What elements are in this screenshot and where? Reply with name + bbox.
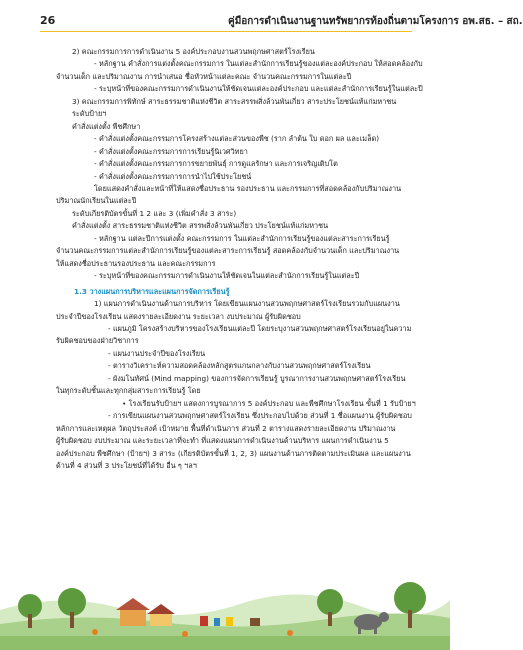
body-line: - คำสั่งแต่งตั้งคณะกรรมการโครงสร้างแต่ละส่วนของพืช (ราก ลำต้น ใบ ดอก ผล และเมล็ด) [94,134,380,144]
body-line: จำนวนคณะกรรมการแต่ละสำนักการเรียนรู้ของแต่ละสาระการเรียนรู้ สอดคล้องกับจำนวนเด็ก และปริมาณงาน [56,246,400,256]
page-number: 26 [40,14,56,27]
body-line: ระดับป้ายฯ [72,109,107,119]
body-line: - คำสั่งแต่งตั้งคณะกรรมการการนำไปใช้ประโยชน์ [94,171,252,181]
body-line: - ผังมโนทัศน์ (Mind mapping) ของการจัดการเรียนรู้ บูรณาการงานสวนพฤกษศาสตร์โรงเรียน [108,373,406,383]
body-line: รับผิดชอบของฝ่ายวิชาการ [56,336,139,346]
body-line: ผู้รับผิดชอบ งบประมาณ และระยะเวลาที่จะทำ ที่แสดงแผนการดำเนินงานด้านบริหาร แผนการดำเนินงาน 5 [56,436,389,446]
body-line: 3) คณะกรรมการพิทักษ์ สาระธรรมชาติแห่งชีวิต สาระสรรพสิ่งล้วนพันเกี่ยว สาระประโยชน์แท้แก่มหาชน [72,96,397,106]
body-line: - หลักฐาน คำสั่งการแต่งตั้งคณะกรรมการ ในแต่ละสำนักการเรียนรู้ของแต่ละองค์ประกอบ ให้สอดคล้องกับ [94,59,423,69]
body-line: - แผนภูมิ โครงสร้างบริหารของโรงเรียนแต่ละปี โดยระบุงานสวนพฤกษศาสตร์โรงเรียนอยู่ในความ [108,323,412,333]
body-line: • โรงเรียนรับป้ายฯ แสดงการบูรณาการ 5 องค์ประกอบ และพืชศึกษาโรงเรียน ขั้นที่ 1 รับป้ายฯ [122,398,416,408]
body-line: - หลักฐาน แต่ละปีการแต่งตั้ง คณะกรรมการ ในแต่ละสำนักการเรียนรู้ของแต่ละสาระการเรียนรู้ [94,233,390,243]
header-divider [40,31,412,32]
body-line: - แผนงานประจำปีของโรงเรียน [108,348,206,358]
body-line: - การเขียนแผนงานสวนพฤกษศาสตร์โรงเรียน ซึ่งประกอบไปด้วย ส่วนที่ 1 ชื่อแผนงาน ผู้รับผิดชอบ [108,411,412,421]
body-line: ระดับเกียรติบัตรขั้นที่ 1 2 และ 3 (เพิ่มคำสั่ง 3 สาระ) [72,208,237,218]
document-body [56,46,423,472]
section-heading: 1.3 วางแผนการบริหารและแผนการจัดการเรียนรู้ [74,286,230,296]
page-header-title: คู่มือการดำเนินงานฐานทรัพยากรท้องถิ่นตามโครงการ อพ.สธ. – สถ. [228,16,523,27]
body-line: คำสั่งแต่งตั้ง สาระธรรมชาติแห่งชีวิต สรรพสิ่งล้วนพันเกี่ยว ประโยชน์แท้แก่มหาชน [72,221,329,231]
body-line: - ระบุหน้าที่ของคณะกรรมการดำเนินงานให้ชัดเจนในแต่ละสำนักการเรียนรู้ในแต่ละปี [94,271,360,281]
body-line: หลักการและเหตุผล วัตถุประสงค์ เป้าหมาย พื้นที่ดำเนินการ ส่วนที่ 2 ตารางแสดงรายละเอียดงาน ปริมาณงาน [56,423,396,433]
body-line: - ตารางวิเคราะห์ความสอดคล้องหลักสูตรแกนกลางกับงานสวนพฤกษศาสตร์โรงเรียน [108,361,371,371]
body-line: ปริมาณนักเรียนในแต่ละปี [56,196,137,206]
body-line: ด้านที่ 4 ส่วนที่ 3 ประโยชน์ที่ได้รับ อื่น ๆ ฯลฯ [56,460,197,470]
body-line: ในทุกระดับชั้นและทุกกลุ่มสาระการเรียนรู้ โดย [56,386,201,396]
body-line: - ระบุหน้าที่ของคณะกรรมการดำเนินงานให้ชัดเจนแต่ละองค์ประกอบ และแต่ละสำนักการเรียนรู้ในแต่ละปี [94,84,423,94]
body-line: โดยแสดงคำสั่งและหน้าที่ให้แสดงชื่อประธาน รองประธาน และกรรมการที่สอดคล้องกับปริมาณงาน [94,183,402,193]
body-line: - คำสั่งแต่งตั้งคณะกรรมการการขยายพันธุ์ การดูแลรักษา และการเจริญเติบโต [94,159,338,169]
footer-illustration [0,562,450,650]
body-line: ให้แสดงชื่อประธานรองประธาน และคณะกรรมการ [56,258,216,268]
body-line: 2) คณะกรรมการการดำเนินงาน 5 องค์ประกอบงานสวนพฤกษศาสตร์โรงเรียน [72,47,315,56]
body-line: องค์ประกอบ พืชศึกษา (ป้ายฯ) 3 สาระ (เกียรติบัตรขั้นที่ 1, 2, 3) แผนงานด้านการติดตามประเมินผล และแผนงาน [56,448,411,458]
body-line: - คำสั่งแต่งตั้งคณะกรรมการการเรียนรู้นิเวศวิทยา [94,146,248,156]
body-line: จำนวนเด็ก และปริมาณงาน การนำเสนอ ชื่อหัวหน้าแต่ละคณะ จำนวนคณะกรรมการในแต่ละปี [56,71,352,81]
body-line: คำสั่งแต่งตั้ง พืชศึกษา [72,121,141,131]
body-line: 1) แผนการดำเนินงานด้านการบริหาร โดยเขียนแผนงานสวนพฤกษศาสตร์โรงเรียนรวมกับแผนงาน [94,299,400,309]
body-line: ประจำปีของโรงเรียน แสดงรายละเอียดงาน ระยะเวลา งบประมาณ ผู้รับผิดชอบ [56,311,301,321]
